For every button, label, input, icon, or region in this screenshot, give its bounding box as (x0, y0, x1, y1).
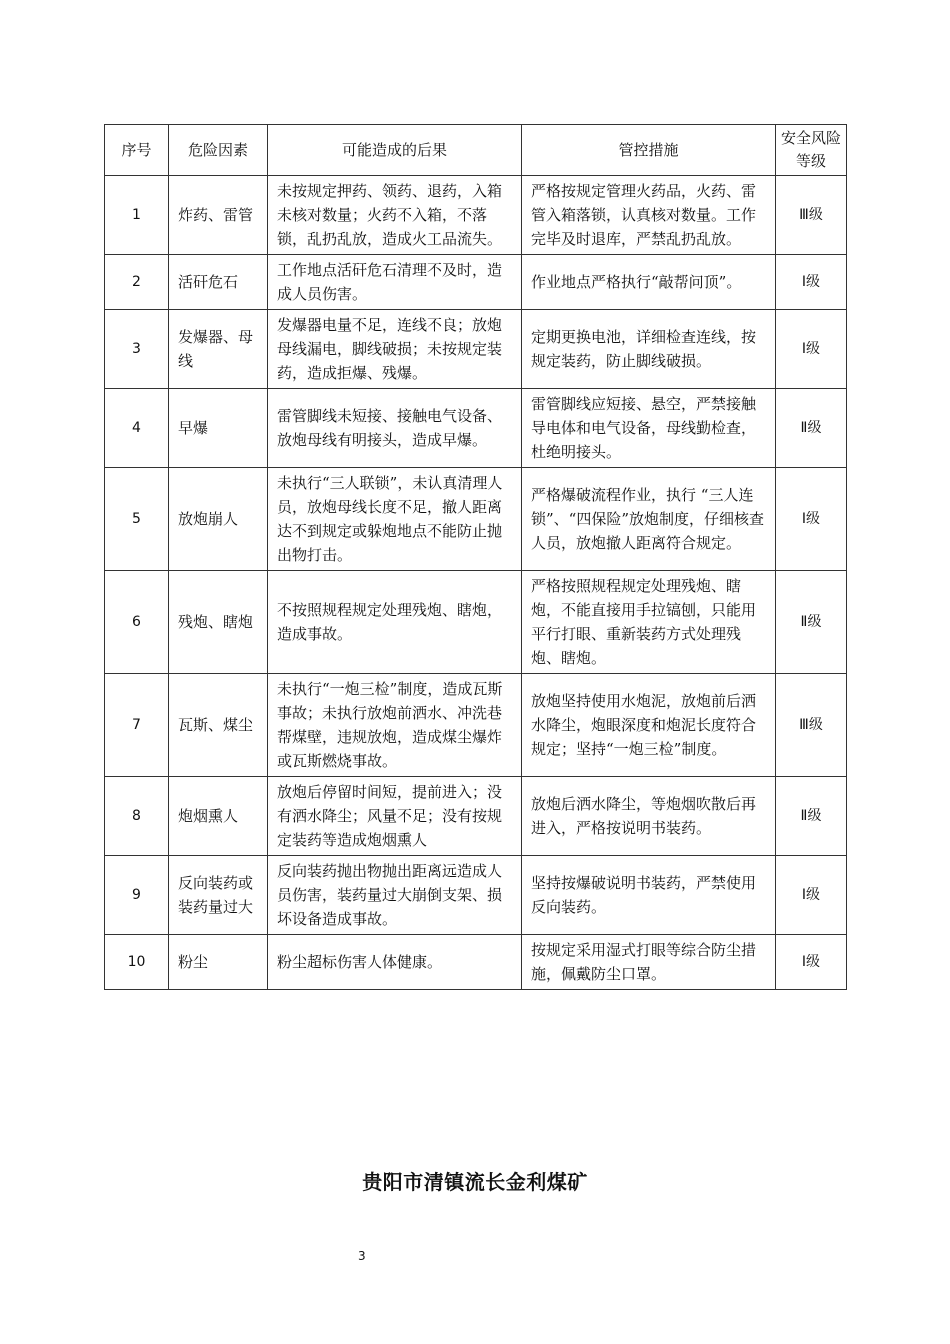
row-risk-level: Ⅰ级 (776, 856, 847, 935)
row-risk-level: Ⅰ级 (776, 255, 847, 310)
row-measure: 严格按规定管理火药品，火药、雷管入箱落锁，认真核对数量。工作完毕及时退库，严禁乱扔乱放。 (522, 176, 776, 255)
row-hazard: 炮烟熏人 (169, 777, 268, 856)
header-number: 序号 (105, 125, 169, 176)
row-risk-level: Ⅲ级 (776, 674, 847, 777)
row-hazard: 瓦斯、煤尘 (169, 674, 268, 777)
row-number: 7 (105, 674, 169, 777)
table-row (105, 255, 847, 310)
row-number: 10 (105, 935, 169, 990)
table-row (105, 856, 847, 935)
row-hazard: 发爆器、母线 (169, 310, 268, 389)
table-row (105, 176, 847, 255)
table-row (105, 674, 847, 777)
row-risk-level: Ⅰ级 (776, 935, 847, 990)
row-number: 6 (105, 571, 169, 674)
row-number: 5 (105, 468, 169, 571)
table-row (105, 777, 847, 856)
company-name: 贵阳市清镇流长金利煤矿 (362, 1170, 588, 1194)
row-consequence: 发爆器电量不足，连线不良；放炮母线漏电，脚线破损；未按规定装药，造成拒爆、残爆。 (268, 310, 522, 389)
row-measure: 严格按照规程规定处理残炮、瞎炮，不能直接用手拉镐刨，只能用平行打眼、重新装药方式处理残炮、瞎炮。 (522, 571, 776, 674)
page-number: 3 (358, 1249, 366, 1263)
row-hazard: 炸药、雷管 (169, 176, 268, 255)
row-consequence: 未执行“三人联锁”，未认真清理人员，放炮母线长度不足，撤人距离达不到规定或躲炮地点不能防止抛出物打击。 (268, 468, 522, 571)
row-hazard: 活矸危石 (169, 255, 268, 310)
row-consequence: 粉尘超标伤害人体健康。 (268, 935, 522, 990)
row-hazard: 早爆 (169, 389, 268, 468)
table-header-row (105, 125, 847, 176)
header-risk-level: 安全风险等级 (776, 125, 847, 176)
row-number: 3 (105, 310, 169, 389)
risk-control-table (104, 124, 847, 990)
row-risk-level: Ⅰ级 (776, 468, 847, 571)
row-number: 2 (105, 255, 169, 310)
row-number: 8 (105, 777, 169, 856)
row-consequence: 放炮后停留时间短，提前进入；没有洒水降尘；风量不足；没有按规定装药等造成炮烟熏人 (268, 777, 522, 856)
row-consequence: 未执行“一炮三检”制度，造成瓦斯事故；未执行放炮前洒水、冲洗巷帮煤壁，违规放炮，造成煤尘爆炸或瓦斯燃烧事故。 (268, 674, 522, 777)
header-consequence: 可能造成的后果 (268, 125, 522, 176)
row-hazard: 残炮、瞎炮 (169, 571, 268, 674)
row-hazard: 粉尘 (169, 935, 268, 990)
row-measure: 作业地点严格执行“敲帮问顶”。 (522, 255, 776, 310)
row-measure: 按规定采用湿式打眼等综合防尘措施，佩戴防尘口罩。 (522, 935, 776, 990)
row-measure: 定期更换电池，详细检查连线，按规定装药，防止脚线破损。 (522, 310, 776, 389)
row-consequence: 雷管脚线未短接、接触电气设备、放炮母线有明接头，造成早爆。 (268, 389, 522, 468)
row-risk-level: Ⅱ级 (776, 389, 847, 468)
row-number: 1 (105, 176, 169, 255)
row-risk-level: Ⅲ级 (776, 176, 847, 255)
row-risk-level: Ⅱ级 (776, 571, 847, 674)
row-consequence: 未按规定押药、领药、退药，入箱未核对数量；火药不入箱，不落锁，乱扔乱放，造成火工品流失。 (268, 176, 522, 255)
row-hazard: 放炮崩人 (169, 468, 268, 571)
row-measure: 坚持按爆破说明书装药，严禁使用反向装药。 (522, 856, 776, 935)
row-consequence: 工作地点活矸危石清理不及时，造成人员伤害。 (268, 255, 522, 310)
row-hazard: 反向装药或装药量过大 (169, 856, 268, 935)
row-measure: 严格爆破流程作业，执行 “三人连锁”、“四保险”放炮制度，仔细核查人员，放炮撤人距离符合规定。 (522, 468, 776, 571)
row-measure: 放炮后洒水降尘，等炮烟吹散后再进入，严格按说明书装药。 (522, 777, 776, 856)
row-consequence: 反向装药抛出物抛出距离远造成人员伤害，装药量过大崩倒支架、损坏设备造成事故。 (268, 856, 522, 935)
table-row (105, 310, 847, 389)
table-row (105, 935, 847, 990)
header-measure: 管控措施 (522, 125, 776, 176)
table-row (105, 468, 847, 571)
row-consequence: 不按照规程规定处理残炮、瞎炮，造成事故。 (268, 571, 522, 674)
row-number: 9 (105, 856, 169, 935)
table-row (105, 571, 847, 674)
row-number: 4 (105, 389, 169, 468)
row-measure: 雷管脚线应短接、悬空，严禁接触导电体和电气设备，母线勤检查，杜绝明接头。 (522, 389, 776, 468)
table-row (105, 389, 847, 468)
row-risk-level: Ⅱ级 (776, 777, 847, 856)
row-risk-level: Ⅰ级 (776, 310, 847, 389)
row-measure: 放炮坚持使用水炮泥，放炮前后洒水降尘，炮眼深度和炮泥长度符合规定；坚持“一炮三检”制度。 (522, 674, 776, 777)
header-hazard: 危险因素 (169, 125, 268, 176)
